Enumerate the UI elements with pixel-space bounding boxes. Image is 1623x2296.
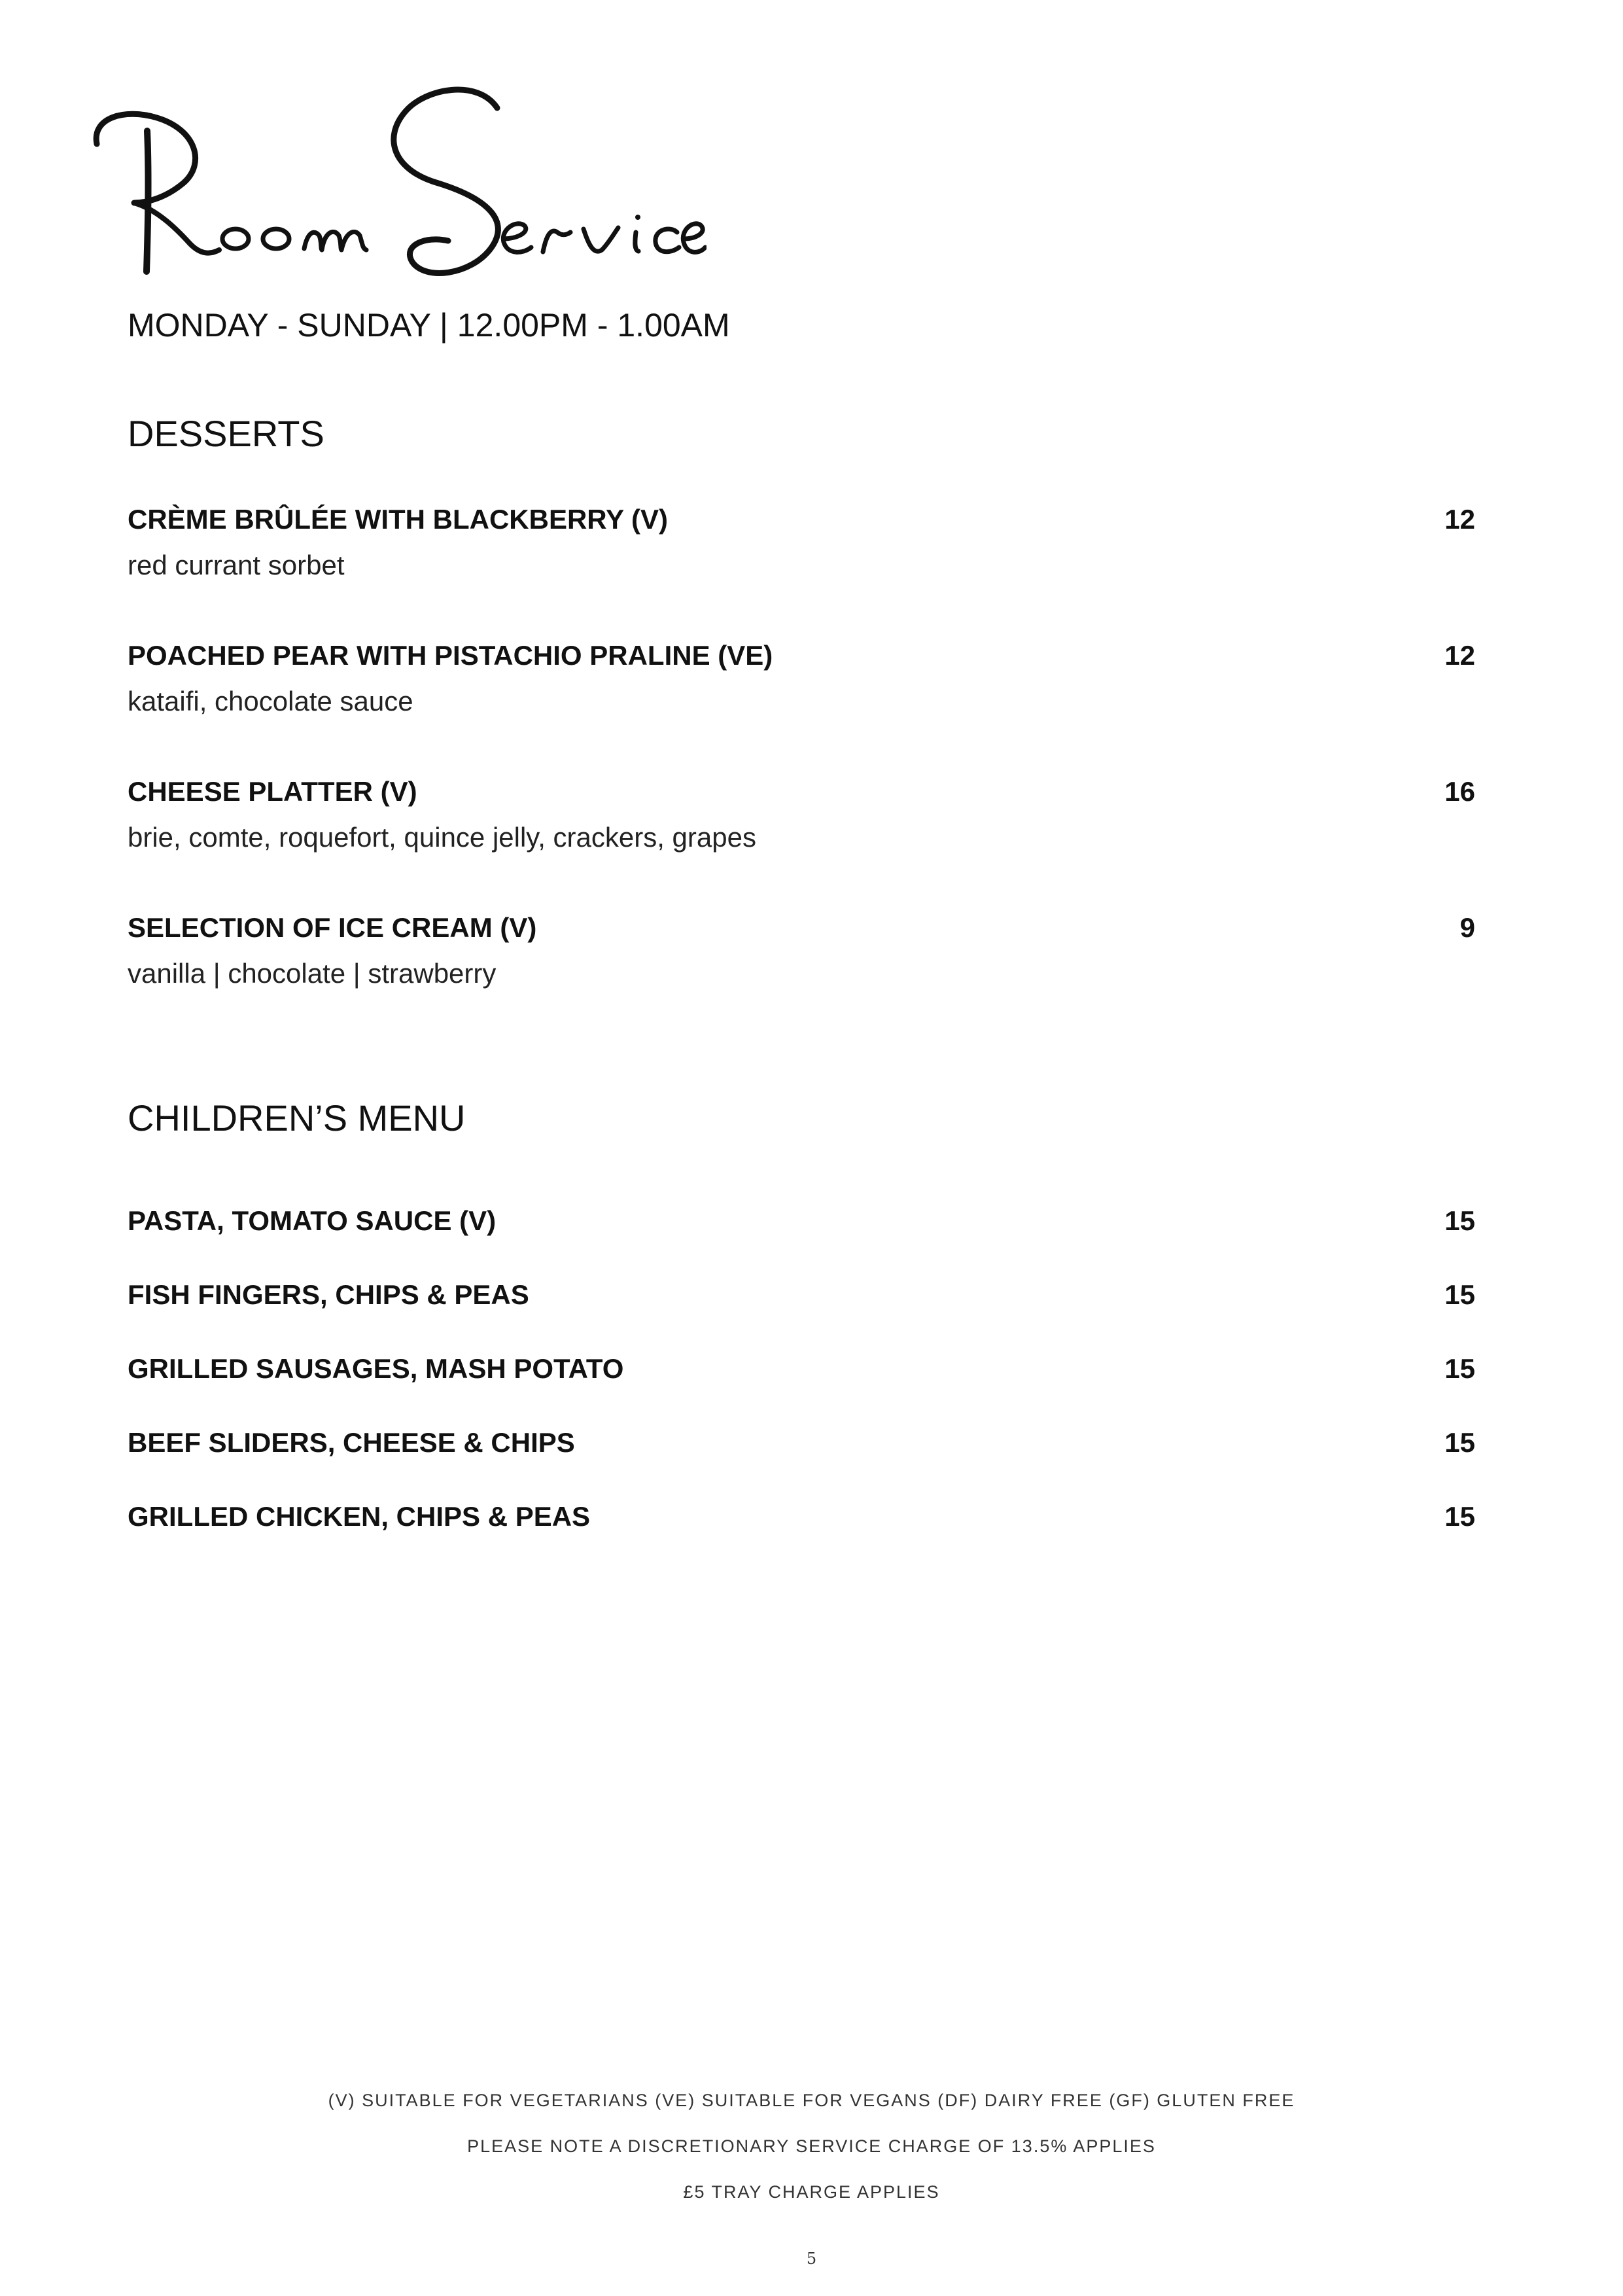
menu-item-price: 12 — [1444, 640, 1475, 671]
page-number: 5 — [806, 2250, 817, 2268]
menu-item-price: 15 — [1444, 1205, 1475, 1236]
opening-hours: MONDAY - SUNDAY | 12.00PM - 1.00AM — [128, 307, 730, 344]
menu-item-name: GRILLED CHICKEN, CHIPS & PEAS — [128, 1501, 591, 1532]
menu-item — [128, 776, 1475, 853]
menu-item — [128, 912, 1475, 989]
menu-item-price: 15 — [1444, 1501, 1475, 1532]
menu-item-name: FISH FINGERS, CHIPS & PEAS — [128, 1279, 529, 1310]
menu-item — [128, 1205, 1475, 1237]
menu-item — [128, 1427, 1475, 1458]
menu-item-name: CRÈME BRÛLÉE WITH BLACKBERRY (V) — [128, 504, 668, 535]
menu-item — [128, 1501, 1475, 1532]
menu-item-description: kataifi, chocolate sauce — [128, 686, 413, 716]
room-service-script-title — [85, 72, 707, 288]
menu-item-name: CHEESE PLATTER (V) — [128, 776, 417, 807]
menu-item-price: 16 — [1444, 776, 1475, 807]
menu-item-price: 15 — [1444, 1427, 1475, 1458]
desserts-heading: DESSERTS — [128, 413, 324, 454]
childrens-menu-heading: CHILDREN’S MENU — [128, 1097, 466, 1139]
dietary-key: (V) SUITABLE FOR VEGETARIANS (VE) SUITABLE FOR VEGANS (DF) DAIRY FREE (GF) GLUTEN FREE — [328, 2091, 1295, 2110]
menu-item — [128, 1279, 1475, 1311]
tray-charge-note: £5 TRAY CHARGE APPLIES — [683, 2182, 940, 2202]
menu-item-description: red currant sorbet — [128, 550, 345, 580]
menu-item — [128, 504, 1475, 581]
menu-item-price: 15 — [1444, 1279, 1475, 1310]
menu-item-price: 9 — [1459, 912, 1475, 943]
menu-item-description: brie, comte, roquefort, quince jelly, crackers, grapes — [128, 822, 756, 853]
menu-item-name: SELECTION OF ICE CREAM (V) — [128, 912, 537, 943]
menu-item — [128, 640, 1475, 717]
menu-item-price: 12 — [1444, 504, 1475, 535]
menu-item-price: 15 — [1444, 1353, 1475, 1384]
menu-item-description: vanilla | chocolate | strawberry — [128, 958, 497, 989]
menu-item-name: POACHED PEAR WITH PISTACHIO PRALINE (VE) — [128, 640, 773, 671]
menu-item-name: BEEF SLIDERS, CHEESE & CHIPS — [128, 1427, 575, 1458]
menu-item — [128, 1353, 1475, 1385]
menu-item-name: GRILLED SAUSAGES, MASH POTATO — [128, 1353, 624, 1384]
menu-item-name: PASTA, TOMATO SAUCE (V) — [128, 1205, 497, 1236]
service-charge-note: PLEASE NOTE A DISCRETIONARY SERVICE CHARGE OF 13.5% APPLIES — [467, 2136, 1156, 2156]
